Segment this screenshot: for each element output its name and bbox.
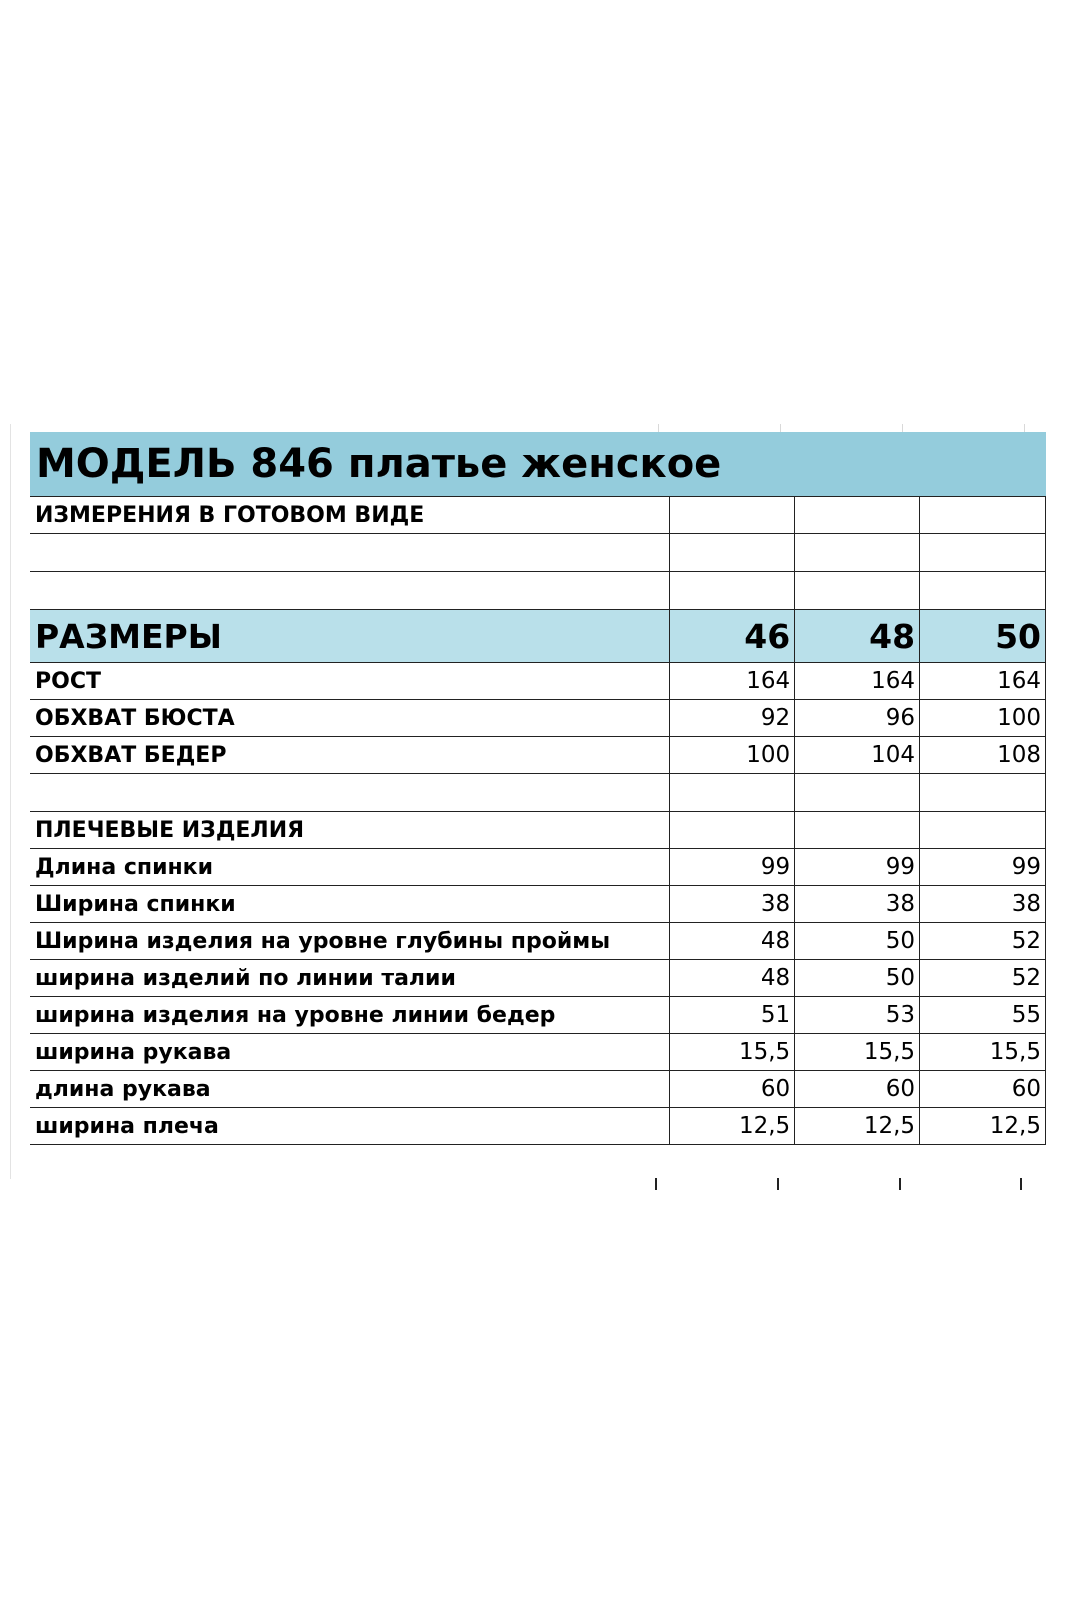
size-value-cell: 164 [795,663,920,700]
table-row [30,923,1046,960]
size-value-cell: 60 [795,1071,920,1108]
border-tail [899,1178,901,1190]
table-row [30,886,1046,923]
size-value-cell: 12,5 [920,1108,1046,1145]
row-label: РОСТ [30,663,670,700]
subtitle-row [30,497,1046,534]
size-value-cell [670,774,795,812]
size-value-cell: 164 [920,663,1046,700]
empty-row [30,572,1046,610]
size-header: 50 [920,610,1046,663]
row-label: ширина изделия на уровне линии бедер [30,997,670,1034]
size-value-cell: 12,5 [795,1108,920,1145]
border-tail [1020,1178,1022,1190]
title-row [30,432,1046,497]
size-value-cell [670,812,795,849]
size-header: 48 [795,610,920,663]
size-value-cell: 104 [795,737,920,774]
size-value-cell: 38 [795,886,920,923]
size-value-cell: 108 [920,737,1046,774]
subtitle: ИЗМЕРЕНИЯ В ГОТОВОМ ВИДЕ [30,497,670,534]
size-value-cell: 50 [795,960,920,997]
table-row [30,1034,1046,1071]
size-value-cell: 52 [920,923,1046,960]
size-value-cell: 52 [920,960,1046,997]
row-label [30,774,670,812]
size-value-cell: 100 [920,700,1046,737]
size-value-cell: 38 [920,886,1046,923]
size-value-cell: 96 [795,700,920,737]
table-row [30,1108,1046,1145]
size-value-cell: 15,5 [795,1034,920,1071]
table-row [30,1071,1046,1108]
border-tail [655,1178,657,1190]
size-value-cell: 15,5 [920,1034,1046,1071]
size-value-cell: 60 [670,1071,795,1108]
row-label: ширина рукава [30,1034,670,1071]
table-row [30,960,1046,997]
row-label: ОБХВАТ БЕДЕР [30,737,670,774]
size-value-cell: 164 [670,663,795,700]
row-label: Длина спинки [30,849,670,886]
row-label: ширина плеча [30,1108,670,1145]
table-row [30,700,1046,737]
page-title: МОДЕЛЬ 846 платье женское [30,432,1046,497]
row-label: Ширина изделия на уровне глубины проймы [30,923,670,960]
row-label: Ширина спинки [30,886,670,923]
size-value-cell [920,812,1046,849]
border-tail [777,1178,779,1190]
size-value-cell: 48 [670,960,795,997]
table-row [30,997,1046,1034]
size-value-cell: 51 [670,997,795,1034]
table-row [30,849,1046,886]
size-value-cell [920,774,1046,812]
table-row [30,737,1046,774]
sizes-label: РАЗМЕРЫ [30,610,670,663]
size-value-cell: 12,5 [670,1108,795,1145]
size-value-cell: 50 [795,923,920,960]
size-value-cell: 99 [670,849,795,886]
size-value-cell: 55 [920,997,1046,1034]
row-label: длина рукава [30,1071,670,1108]
size-value-cell: 15,5 [670,1034,795,1071]
size-value-cell: 48 [670,923,795,960]
empty-row [30,774,1046,812]
row-label: ОБХВАТ БЮСТА [30,700,670,737]
row-label: ширина изделий по линии талии [30,960,670,997]
size-value-cell: 53 [795,997,920,1034]
table-row [30,663,1046,700]
section-row [30,812,1046,849]
size-header: 46 [670,610,795,663]
size-chart-table [30,432,1046,1145]
row-label: ПЛЕЧЕВЫЕ ИЗДЕЛИЯ [30,812,670,849]
size-value-cell [795,774,920,812]
size-value-cell: 100 [670,737,795,774]
size-value-cell: 99 [920,849,1046,886]
empty-row [30,534,1046,572]
sizes-header-row [30,610,1046,663]
size-value-cell: 92 [670,700,795,737]
size-value-cell: 38 [670,886,795,923]
size-value-cell: 99 [795,849,920,886]
size-value-cell [795,812,920,849]
size-value-cell: 60 [920,1071,1046,1108]
